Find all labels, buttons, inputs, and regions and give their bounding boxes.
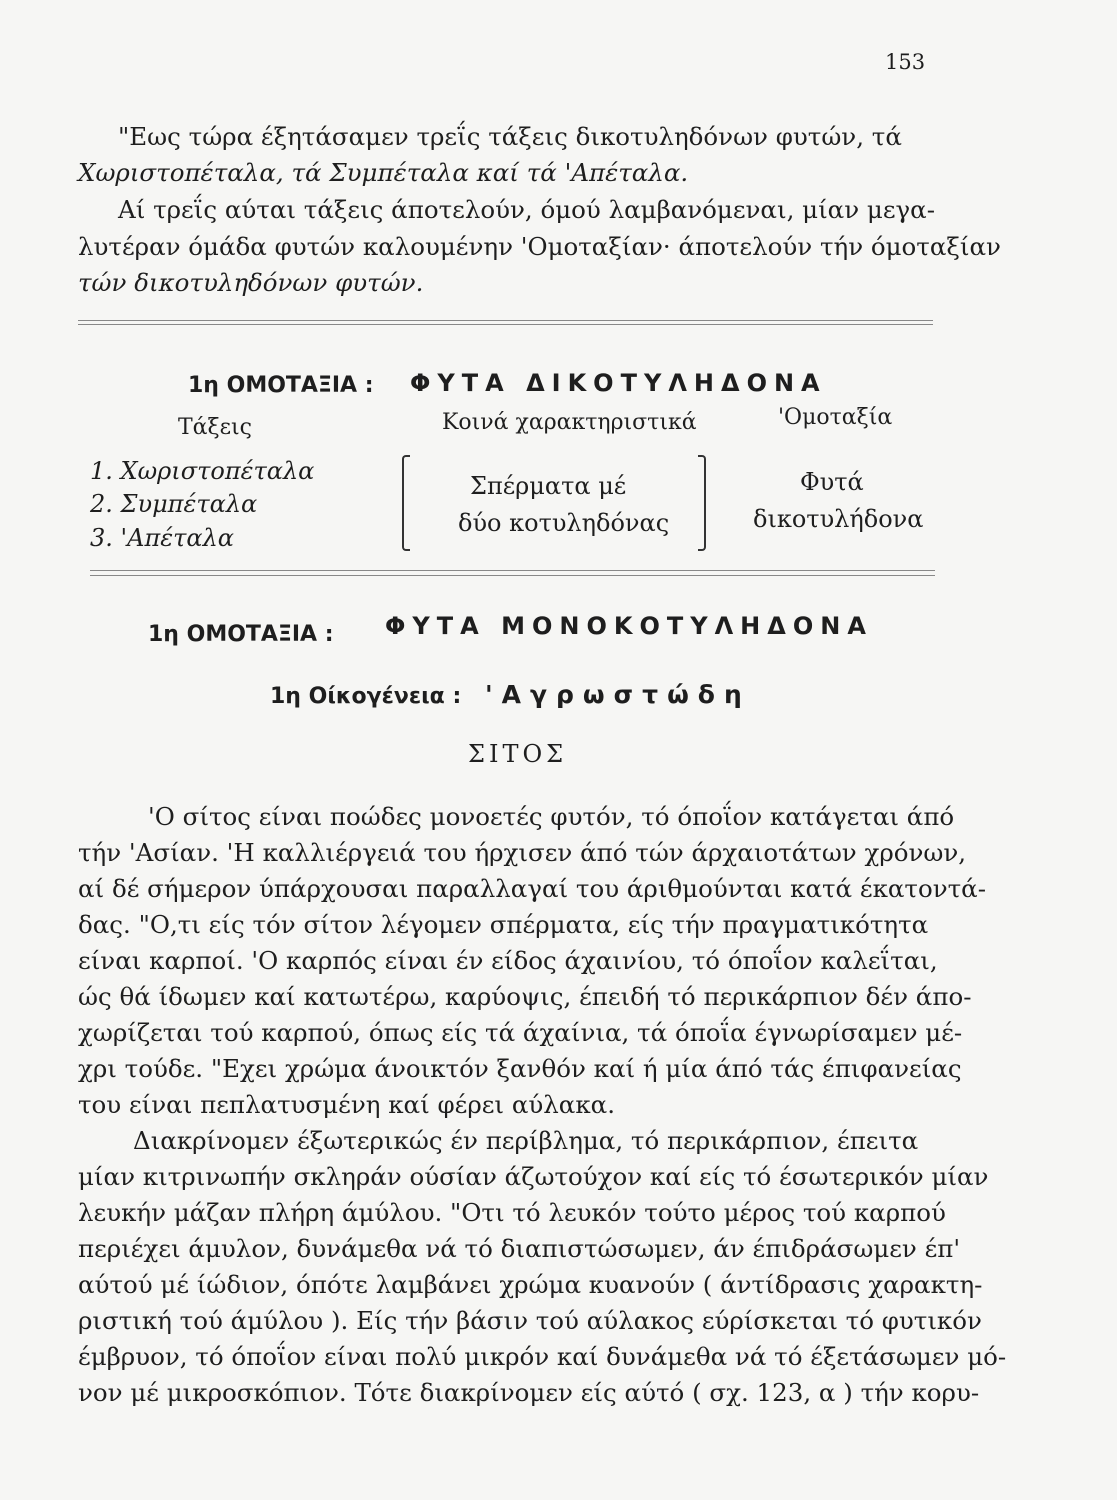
section2-label: 1η ΟΜΟΤΑΞΙΑ :: [148, 622, 334, 647]
body-line: νον μέ μικροσκόπιον. Τότε διακρίνομεν είς αύτό ( σχ. 123, α ) τήν κορυ-: [78, 1378, 980, 1407]
body-line: του είναι πεπλατυσμένη καί φέρει αύλακα.: [78, 1090, 615, 1119]
col-taxeis: Τάξεις: [178, 415, 252, 440]
common-line: Σπέρματα μέ: [470, 472, 627, 500]
family-name: 'Αγρωστώδη: [485, 680, 751, 709]
intro-line: Αί τρεΐς αύται τάξεις άποτελούν, όμού λαμβανόμεναι, μίαν μεγα-: [118, 195, 935, 224]
homotaxia-line: δικοτυλήδονα: [753, 505, 924, 533]
homotaxia-line: Φυτά: [800, 468, 864, 496]
section2-title: ΦΥΤΑ ΜΟΝΟΚΟΤΥΛΗΔΟΝΑ: [385, 612, 873, 640]
intro-line: τών δικοτυληδόνων φυτών.: [78, 268, 424, 297]
page-number: 153: [885, 50, 926, 74]
taxis-item: 2. Συμπέταλα: [90, 490, 258, 518]
body-line: χωρίζεται τού καρπού, όπως είς τά άχαίνια, τά όποΐα έγνωρίσαμεν μέ-: [78, 1018, 963, 1047]
body-line: δας. "Ο,τι είς τόν σίτον λέγομεν σπέρματα, είς τήν πραγματικότητα: [78, 910, 929, 939]
body-line: αί δέ σήμερον ύπάρχουσαι παραλλαγαί του άριθμούνται κατά έκατοντά-: [78, 874, 987, 903]
right-brace: [698, 455, 706, 551]
common-line: δύο κοτυληδόνας: [458, 509, 670, 537]
section1-title: ΦΥΤΑ ΔΙΚΟΤΥΛΗΔΟΝΑ: [410, 369, 827, 397]
body-line: λευκήν μάζαν πλήρη άμύλου. "Οτι τό λευκόν τούτο μέρος τού καρπού: [78, 1198, 946, 1227]
divider: [90, 575, 935, 576]
body-line: ριστική τού άμύλου ). Είς τήν βάσιν τού αύλακος εύρίσκεται τό φυτικόν: [78, 1306, 982, 1335]
body-line: 'Ο σίτος είναι ποώδες μονοετές φυτόν, τό όποΐον κατάγεται άπό: [148, 802, 955, 831]
body-line: Διακρίνομεν έξωτερικώς έν περίβλημα, τό περικάρπιον, έπειτα: [133, 1126, 919, 1155]
body-line: ώς θά ίδωμεν καί κατωτέρω, καρύοψις, έπειδή τό περικάρπιον δέν άπο-: [78, 982, 972, 1011]
left-brace: [402, 455, 410, 551]
body-line: περιέχει άμυλον, δυνάμεθα νά τό διαπιστώσωμεν, άν έπιδράσωμεν έπ': [78, 1234, 961, 1263]
family-label: 1η Οίκογένεια :: [270, 684, 462, 709]
body-line: έμβρυον, τό όποΐον είναι πολύ μικρόν καί δυνάμεθα νά τό έξετάσωμεν μό-: [78, 1342, 1007, 1371]
body-line: αύτού μέ ίώδιον, όπότε λαμβάνει χρώμα κυανούν ( άντίδρασις χαρακτη-: [78, 1270, 983, 1299]
divider: [78, 320, 933, 321]
body-line: μίαν κιτρινωπήν σκληράν ούσίαν άζωτούχον καί είς τό έσωτερικόν μίαν: [78, 1162, 989, 1191]
section1-label: 1η ΟΜΟΤΑΞΙΑ :: [188, 373, 374, 398]
body-line: χρι τούδε. "Εχει χρώμα άνοικτόν ξανθόν καί ή μία άπό τάς έπιφανείας: [78, 1054, 962, 1083]
heading-sitos: ΣΙΤΟΣ: [468, 740, 568, 768]
taxis-item: 3. 'Απέταλα: [90, 524, 235, 552]
divider: [90, 570, 935, 571]
intro-line: Χωριστοπέταλα, τά Συμπέταλα καί τά 'Απέταλα.: [78, 158, 689, 187]
col-homotaxia: 'Ομοταξία: [778, 405, 893, 430]
taxis-item: 1. Χωριστοπέταλα: [90, 457, 315, 485]
body-line: τήν 'Ασίαν. 'Η καλλιέργειά του ήρχισεν άπό τών άρχαιοτάτων χρόνων,: [78, 838, 967, 867]
intro-line: λυτέραν όμάδα φυτών καλουμένην 'Ομοταξίαν· άποτελούν τήν όμοταξίαν: [78, 232, 1001, 261]
col-common: Κοινά χαρακτηριστικά: [442, 410, 697, 435]
intro-line: "Εως τώρα έξητάσαμεν τρεΐς τάξεις δικοτυληδόνων φυτών, τά: [118, 122, 902, 151]
body-line: είναι καρποί. 'Ο καρπός είναι έν είδος άχαινίου, τό όποΐον καλεΐται,: [78, 946, 938, 975]
divider: [78, 324, 933, 325]
